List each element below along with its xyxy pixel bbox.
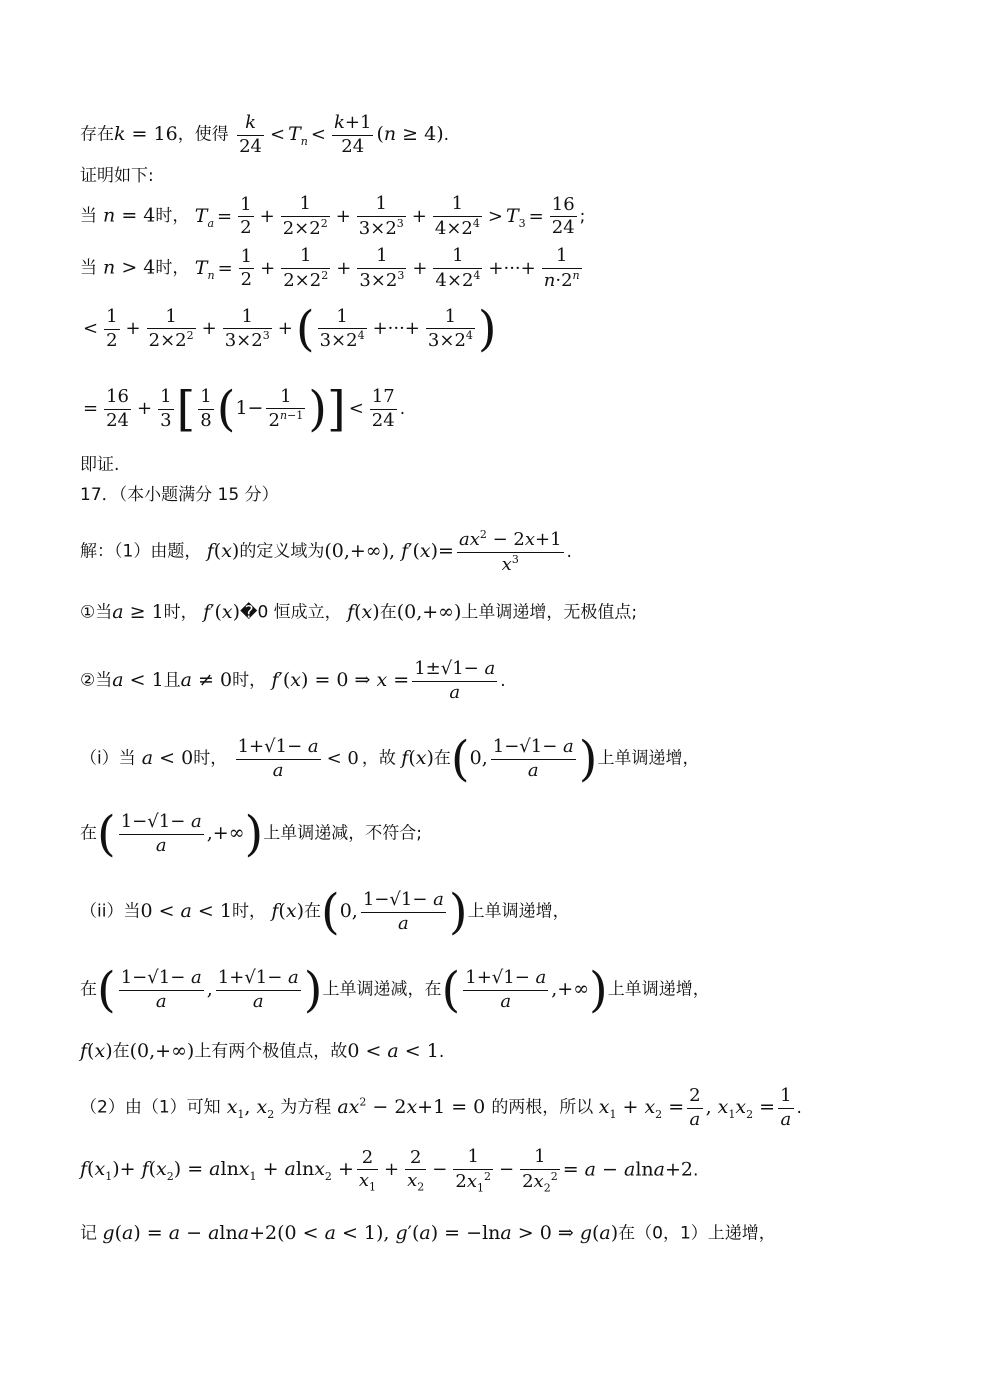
line-11: ②当a < 1且a ≠ 0时， f′(x) = 0 ⇒ x = $\frac{1\pm√1- a}{a}$ . — [80, 658, 506, 703]
text: （2）由（1）可知 — [80, 1097, 221, 1118]
line-3: 当 n = 4时， $T_a$ = $\frac{1}{2}$ + $\frac{1}{2\times 2^2}$ + $\frac{1}{3\times 2^3}$ + $\frac{1}{4\times 2^4}$ > $T_3$ = $\frac{16}{24}$ ; — [80, 193, 586, 239]
text: ，使得 — [177, 124, 229, 145]
text: 在 — [303, 901, 321, 922]
text: 上单调递增，无极值点; — [461, 602, 638, 623]
text: ①当 — [80, 602, 113, 623]
text: 在 — [80, 979, 97, 1000]
line-4: 当 n > 4时， $T_n$ = $\frac{1}{2}$ + $\frac{1}{2\times 2^2}$ + $\frac{1}{3\times 2^3}$ + $\frac{1}{4\times 2^4}$ +···+ $\frac{1}{n\cdot 2^n}$ — [80, 245, 580, 291]
text: （ii）当 — [80, 901, 141, 922]
line-1: 存在k = 16，使得 $\frac{k}{24}$ < $T_n$ < $\frac{k+1}{24}$ (n ≥ 4). — [80, 112, 450, 157]
text: 时， — [155, 258, 190, 278]
text: 在（0，1）上递增， — [618, 1223, 776, 1244]
line-12: （i）当 a < 0时， $\frac{1+√1- a}{a}$ < 0 ，故 f(x)在(0, $\frac{1-√1- a}{a}$ )上单调递增， — [80, 731, 700, 787]
text: 时， — [163, 602, 198, 623]
text: 的定义域为 — [239, 541, 325, 562]
line-2: 证明如下: — [80, 166, 154, 186]
text: 时， — [193, 748, 228, 769]
line-15: 在( $\frac{1-√1- a}{a}$ , $\frac{1+√1- a}{a}$ )上单调递减，在( $\frac{1+√1- a}{a}$ ,+∞)上单调递增， — [80, 962, 710, 1018]
line-19: 记 g(a) = a − alna+2(0 < a < 1), g′(a) = −lna > 0 ⇒ g(a)在（0，1）上递增， — [80, 1222, 776, 1244]
text: ，故 — [361, 748, 396, 769]
line-17: （2）由（1）可知 $x_1$, $x_2$ 为方程 $ax^2 - 2x+1 = 0$ 的两根，所以 $x_1 + x_2$ = $\frac{2}{a}$ , $x_1x_2$ = $\frac{1}{a}$ . — [80, 1085, 802, 1130]
text: 的两根，所以 — [491, 1097, 594, 1118]
line-7: 即证. — [80, 455, 120, 475]
text: 0 恒成立， — [257, 602, 342, 623]
text: 时， — [232, 670, 267, 691]
text: 且 — [163, 670, 181, 691]
text: 上单调递增， — [467, 901, 570, 922]
text: 上单调递减，在 — [322, 979, 442, 1000]
line-14: （ii）当0 < a < 1时， f(x)在(0, $\frac{1-√1- a}{a}$ )上单调递增， — [80, 884, 570, 940]
text: ②当 — [80, 670, 113, 691]
text: 在 — [112, 1041, 130, 1062]
line-6: = $\frac{16}{24}$ + $\frac{1}{3}$ [ $\frac{1}{8}$ (1− $\frac{1}{2^{n-1}}$ )] < $\frac{17}{24}$ . — [83, 381, 406, 437]
text: 上单调递减，不符合; — [263, 823, 422, 844]
line-13: 在( $\frac{1-√1- a}{a}$ ,+∞)上单调递减，不符合; — [80, 806, 422, 862]
text: 存在 — [80, 124, 114, 145]
text: 解：（1）由题， — [80, 541, 202, 562]
text: 记 — [80, 1223, 97, 1244]
text: 当 — [80, 206, 97, 226]
text: 在 — [80, 823, 97, 844]
text: （i）当 — [80, 748, 136, 769]
text: 为方程 — [280, 1097, 332, 1118]
text: 上单调递增， — [607, 979, 710, 1000]
text: 当 — [80, 258, 97, 278]
text: 上有两个极值点，故 — [194, 1041, 348, 1062]
text: 时， — [231, 901, 266, 922]
text: 上单调递增， — [597, 748, 700, 769]
line-16: f(x)在(0,+∞)上有两个极值点，故0 < a < 1. — [80, 1040, 445, 1062]
problem-heading: 17．（本小题满分 15 分） — [80, 485, 279, 505]
line-9: 解：（1）由题， f(x)的定义域为(0,+∞), f′(x)= $\frac{ax^2 - 2x+1}{x^3}$ . — [80, 528, 572, 575]
line-18: $f(x_1)+ f(x_2) = alnx_1 + alnx_2$ + $\frac{2}{x_1}$ + $\frac{2}{x_2}$ − $\frac{1}{2x_1^2}$ − $\frac{1}{2x_2^2}$ = a − alna+2. — [80, 1146, 699, 1195]
text: 在 — [433, 748, 451, 769]
line-10: ①当a ≥ 1时， f′(x)�0 恒成立， f(x)在(0,+∞)上单调递增，无极值点; — [80, 601, 638, 623]
line-5: < $\frac{1}{2}$ + $\frac{1}{2\times 2^2}$ + $\frac{1}{3\times 2^3}$ +( $\frac{1}{3\times 2^4}$ +···+ $\frac{1}{3\times 2^4}$ ) — [83, 301, 497, 357]
text: 时， — [155, 206, 190, 226]
